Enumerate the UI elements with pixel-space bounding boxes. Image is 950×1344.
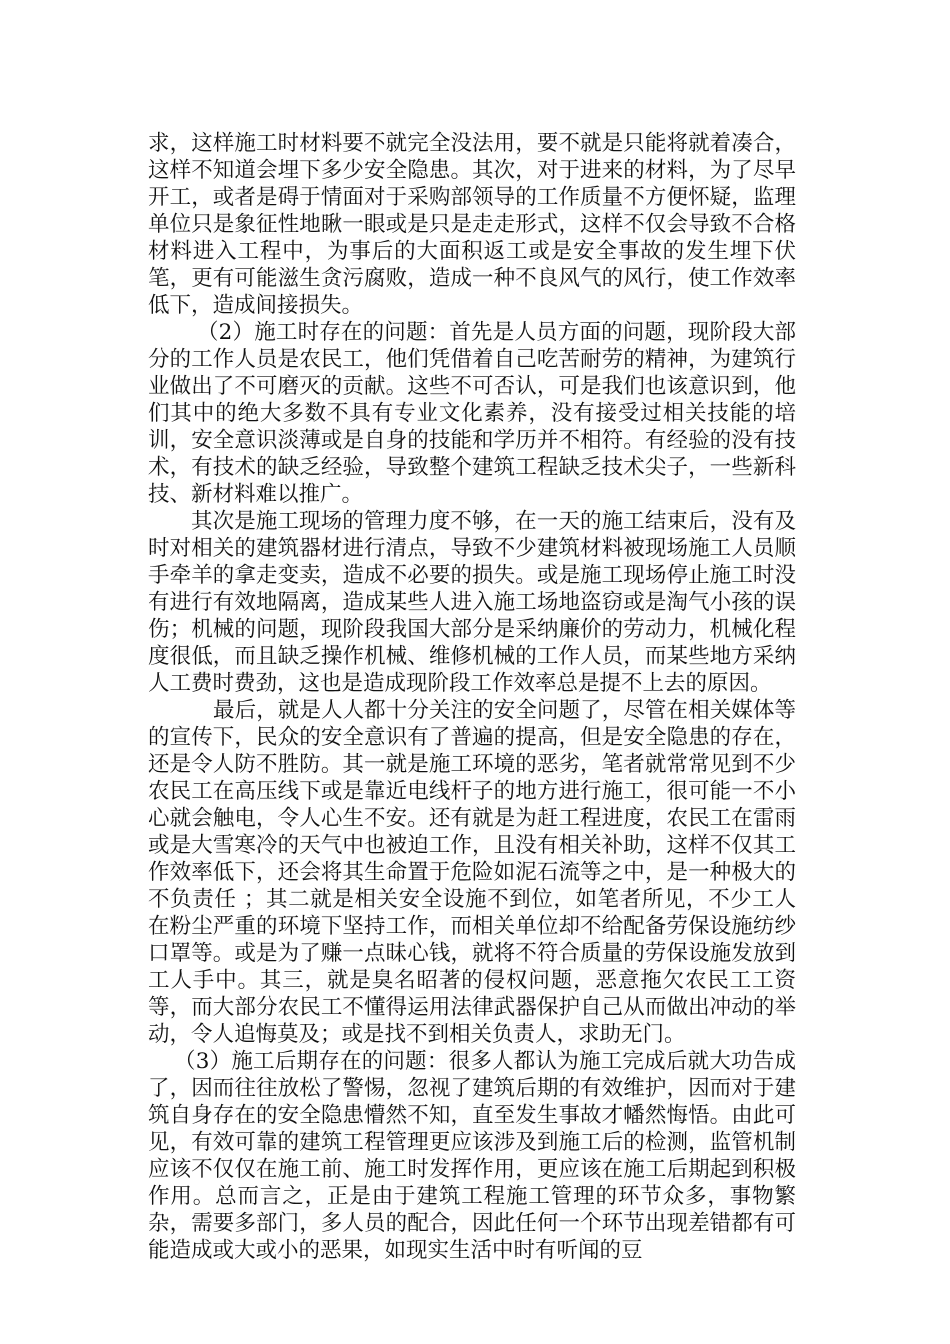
paragraph-continued: 求，这样施工时材料要不就完全没法用，要不就是只能将就着凑合，这样不知道会埋下多少安全隐患。其次，对于进来的材料，为了尽早开工，或者是碍于情面对于采购部领导的工作质量不方便怀疑，监理单位只是象征性地瞅一眼或是只是走走形式，这样不仅会导致不合格材料进入工程中，为事后的大面积返工或是安全事故的发生埋下伏笔，更有可能滋生贪污腐败，造成一种不良风气的风行，使工作效率低下，造成间接损失。 bbox=[148, 131, 796, 318]
body-text bbox=[148, 130, 796, 1264]
paragraph-site-management: 其次是施工现场的管理力度不够，在一天的施工结束后，没有及时对相关的建筑器材进行清点，导致不少建筑材料被现场施工人员顺手牵羊的拿走变卖，造成不必要的损失。或是施工现场停止施工时没有进行有效地隔离，造成某些人进入施工场地盗窃或是淘气小孩的误伤；机械的问题，现阶段我国大部分是采纳廉价的劳动力，机械化程度很低，而且缺乏操作机械、维修机械的工作人员，而某些地方采纳人工费时费劲，这也是造成现阶段工作效率总是提不上去的原因。 bbox=[148, 509, 796, 696]
paragraph-post-construction: （3）施工后期存在的问题：很多人都认为施工完成后就大功告成了，因而往往放松了警惕，忽视了建筑后期的有效维护，因而对于建筑自身存在的安全隐患懵然不知，直至发生事故才幡然悔悟。由此可见，有效可靠的建筑工程管理更应该涉及到施工后的检测，监管机制应该不仅仅在施工前、施工时发挥作用，更应该在施工后期起到积极作用。总而言之，正是由于建筑工程施工管理的环节众多，事物繁杂，需要多部门，多人员的配合，因此任何一个环节出现差错都有可能造成或大或小的恶果，如现实生活中时有听闻的豆 bbox=[148, 1049, 796, 1263]
paragraph-safety-issues: 最后，就是人人都十分关注的安全问题了，尽管在相关媒体等的宣传下，民众的安全意识有了普遍的提高，但是安全隐患的存在，还是令人防不胜防。其一就是施工环境的恶劣，笔者就常常见到不少农民工在高压线下或是靠近电线杆子的地方进行施工，很可能一不小心就会触电，令人心生不安。还有就是为赶工程进度，农民工在雷雨或是大雪寒冷的天气中也被迫工作，且没有相关补助，这样不仅其工作效率低下，还会将其生命置于危险如泥石流等之中，是一种极大的不负责任 ；其二就是相关安全设施不到位，如笔者所见，不少工人在粉尘严重的环境下坚持工作，而相关单位却不给配备劳保设施纺纱口罩等。或是为了赚一点昧心钱，就将不符合质量的劳保设施发放到工人手中。其三，就是臭名昭著的侵权问题，恶意拖欠农民工工资等，而大部分农民工不懂得运用法律武器保护自己从而做出冲动的举动，令人追悔莫及；或是找不到相关负责人，求助无门。 bbox=[148, 698, 796, 1047]
paragraph-construction-issues: （2）施工时存在的问题：首先是人员方面的问题，现阶段大部分的工作人员是农民工，他们凭借着自己吃苦耐劳的精神，为建筑行业做出了不可磨灭的贡献。这些不可否认，可是我们也该意识到，他们其中的绝大多数不具有专业文化素养，没有接受过相关技能的培训，安全意识淡薄或是自身的技能和学历并不相符。有经验的没有技术，有技术的缺乏经验，导致整个建筑工程缺乏技术尖子，一些新科技、新材料难以推广。 bbox=[148, 320, 796, 507]
